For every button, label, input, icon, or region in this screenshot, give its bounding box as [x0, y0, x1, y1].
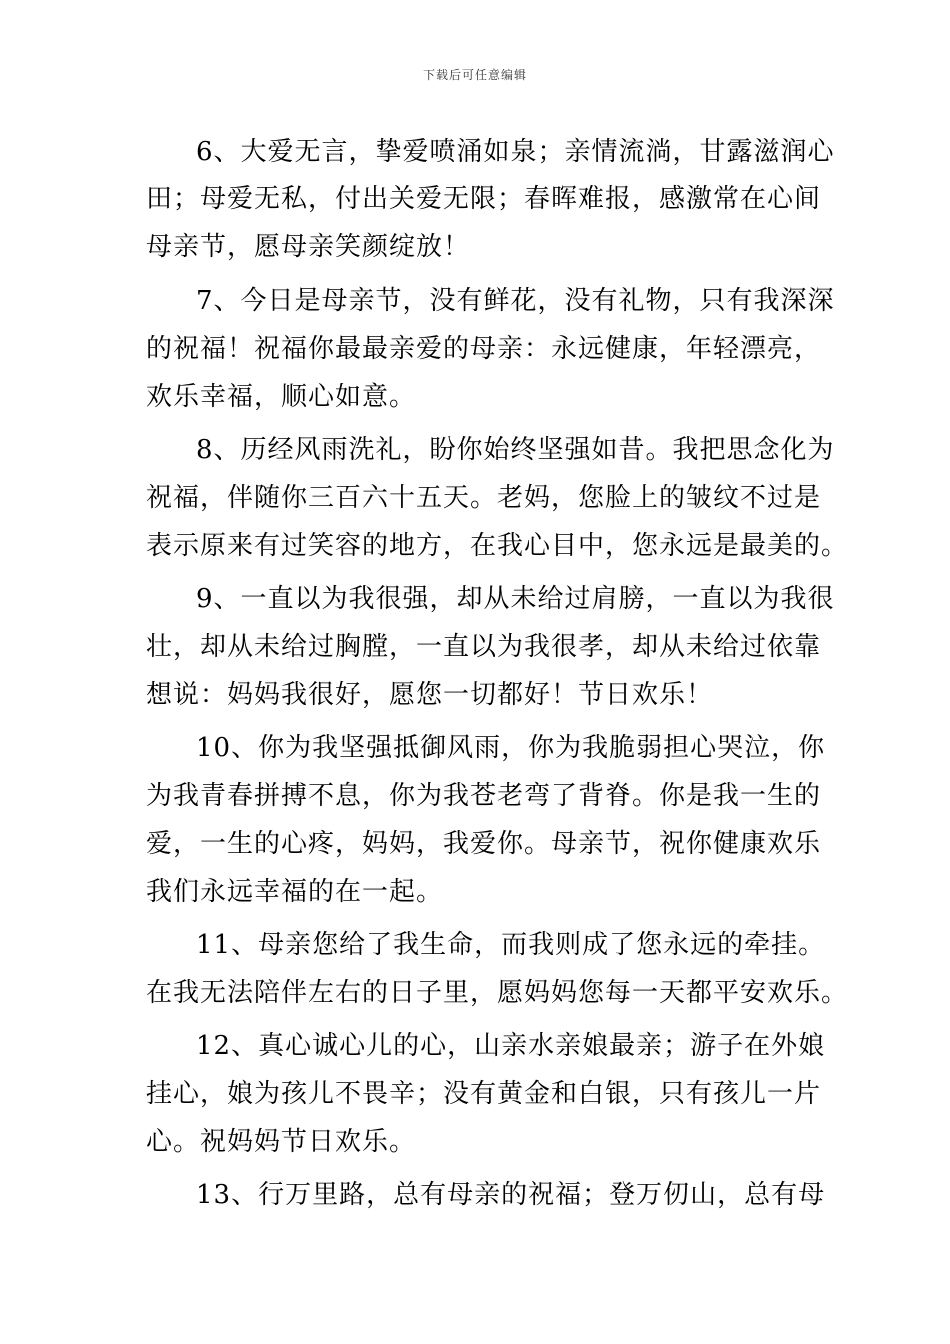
paragraph-10-line-2: 为我青春拼搏不息，你为我苍老弯了背脊。你是我一生的 — [146, 781, 822, 811]
paragraph-8-line-3: 表示原来有过笑容的地方，在我心目中，您永远是最美的。 — [146, 531, 849, 561]
paragraph-12-line-1: 12、真心诚心儿的心，山亲水亲娘最亲；游子在外娘 — [196, 1031, 826, 1061]
paragraph-11-line-2: 在我无法陪伴左右的日子里，愿妈妈您每一天都平安欢乐。 — [146, 978, 849, 1008]
paragraph-9-line-2: 壮，却从未给过胸膛，一直以为我很孝，却从未给过依靠 — [146, 632, 822, 662]
page-header: 下载后可任意编辑 — [422, 68, 527, 82]
paragraph-12-line-3: 心。祝妈妈节日欢乐。 — [146, 1127, 417, 1157]
paragraph-7-line-1: 7、今日是母亲节，没有鲜花，没有礼物，只有我深深 — [196, 286, 835, 316]
paragraph-7-line-2: 的祝福！祝福你最最亲爱的母亲：永远健康，年轻漂亮， — [146, 334, 822, 364]
paragraph-10-line-3: 爱，一生的心疼，妈妈，我爱你。母亲节，祝你健康欢乐 — [146, 829, 822, 859]
paragraph-13-line-1: 13、行万里路，总有母亲的祝福；登万仞山，总有母 — [196, 1180, 826, 1210]
paragraph-12-line-2: 挂心，娘为孩儿不畏辛；没有黄金和白银，只有孩儿一片 — [146, 1079, 822, 1109]
paragraph-10-line-1: 10、你为我坚强抵御风雨，你为我脆弱担心哭泣，你 — [196, 733, 826, 763]
paragraph-8-line-1: 8、历经风雨洗礼，盼你始终坚强如昔。我把思念化为 — [196, 435, 835, 465]
paragraph-6-line-3: 母亲节，愿母亲笑颜绽放！ — [146, 232, 471, 262]
paragraph-9-line-3: 想说：妈妈我很好，愿您一切都好！节日欢乐！ — [146, 680, 714, 710]
paragraph-7-line-3: 欢乐幸福，顺心如意。 — [146, 382, 417, 412]
paragraph-10-line-4: 我们永远幸福的在一起。 — [146, 877, 444, 907]
paragraph-8-line-2: 祝福，伴随你三百六十五天。老妈，您脸上的皱纹不过是 — [146, 483, 822, 513]
paragraph-6-line-1: 6、大爱无言，挚爱喷涌如泉；亲情流淌，甘露滋润心 — [196, 137, 835, 167]
paragraph-6-line-2: 田；母爱无私，付出关爱无限；春晖难报，感激常在心间 — [146, 184, 822, 214]
paragraph-9-line-1: 9、一直以为我很强，却从未给过肩膀，一直以为我很 — [196, 584, 835, 614]
paragraph-11-line-1: 11、母亲您给了我生命，而我则成了您永远的牵挂。 — [196, 930, 826, 960]
